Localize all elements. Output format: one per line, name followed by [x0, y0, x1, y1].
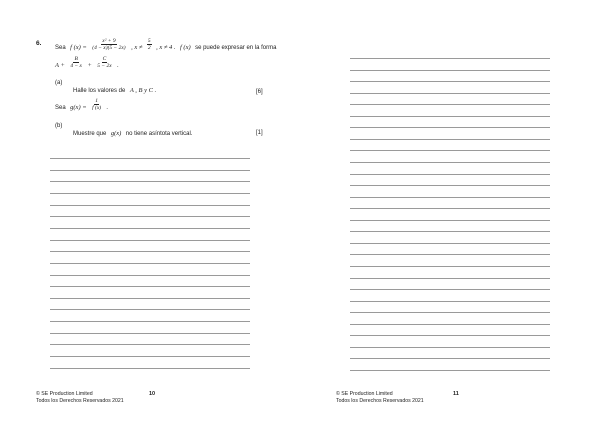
g-fraction: [91, 98, 102, 111]
answer-line[interactable]: [50, 170, 250, 171]
page-number: 11: [453, 391, 459, 397]
answer-line[interactable]: [350, 231, 550, 232]
question-number: 6.: [36, 40, 42, 47]
answer-line[interactable]: [50, 193, 250, 194]
form-b-den: 4 − x: [70, 63, 82, 70]
rights-text: Todos los Derechos Reservados 2021: [336, 398, 424, 404]
part-b-text: [73, 122, 192, 140]
condition-num: 5: [147, 38, 151, 45]
answer-line[interactable]: [50, 251, 250, 252]
answer-line[interactable]: [350, 324, 550, 325]
condition-1: , x ≠: [131, 44, 143, 51]
form-c-den: 5 − 2x: [97, 63, 112, 70]
partial-fraction-form: [55, 54, 119, 72]
answer-line[interactable]: [350, 81, 550, 82]
g-lhs: g(x) =: [70, 104, 87, 111]
f-lhs: f (x) =: [70, 44, 87, 51]
answer-line[interactable]: [50, 309, 250, 310]
f-denominator: (4 − x)(5 − 2x): [92, 45, 126, 52]
answer-line[interactable]: [350, 70, 550, 71]
answer-line[interactable]: [350, 301, 550, 302]
answer-line[interactable]: [350, 208, 550, 209]
f-tail: f (x): [179, 44, 191, 51]
answer-line[interactable]: [50, 333, 250, 334]
form-b-num: B: [74, 56, 78, 63]
part-b-function: g(x): [110, 130, 122, 137]
right-footer: [336, 391, 424, 405]
left-footer: [36, 391, 124, 405]
g-num: 1: [95, 98, 98, 105]
answer-line[interactable]: [50, 275, 250, 276]
answer-line[interactable]: [350, 220, 550, 221]
answer-line[interactable]: [50, 321, 250, 322]
answer-line[interactable]: [350, 197, 550, 198]
answer-line[interactable]: [350, 58, 550, 59]
answer-line[interactable]: [350, 358, 550, 359]
condition-fraction: [147, 38, 152, 51]
condition-den: 2: [147, 45, 151, 52]
answer-line[interactable]: [350, 289, 550, 290]
answer-line[interactable]: [50, 181, 250, 182]
rights-text: Todos los Derechos Reservados 2021: [36, 398, 124, 404]
answer-line[interactable]: [350, 185, 550, 186]
answer-line[interactable]: [50, 228, 250, 229]
part-b-label: (b): [55, 123, 63, 129]
answer-line[interactable]: [50, 298, 250, 299]
form-end: .: [117, 62, 119, 69]
form-plus: +: [87, 62, 92, 69]
g-intro: Sea: [55, 105, 66, 111]
form-a: A +: [55, 62, 65, 69]
answer-line[interactable]: [50, 205, 250, 206]
g-end: .: [106, 104, 109, 111]
answer-line[interactable]: [350, 116, 550, 117]
answer-line[interactable]: [350, 335, 550, 336]
intro-word: Sea: [55, 45, 66, 51]
answer-line[interactable]: [350, 266, 550, 267]
form-c-num: C: [102, 56, 107, 63]
answer-line[interactable]: [350, 104, 550, 105]
answer-line[interactable]: [350, 162, 550, 163]
right-page: [300, 0, 600, 424]
answer-line[interactable]: [350, 278, 550, 279]
answer-line[interactable]: [50, 240, 250, 241]
answer-line[interactable]: [350, 93, 550, 94]
answer-line[interactable]: [350, 174, 550, 175]
form-text: se puede expresar en la forma: [195, 45, 277, 51]
answer-line[interactable]: [350, 347, 550, 348]
page-number: 10: [149, 391, 156, 397]
answer-line[interactable]: [50, 158, 250, 159]
part-a-marks: [6]: [256, 89, 263, 95]
answer-line[interactable]: [350, 370, 550, 371]
part-b-marks: [1]: [256, 130, 263, 136]
condition-2: , x ≠ 4 .: [156, 44, 176, 51]
answer-line[interactable]: [350, 243, 550, 244]
part-a-instruction: Halle los valores de: [73, 88, 126, 94]
f-numerator: x² + 9: [102, 38, 116, 45]
answer-line[interactable]: [50, 368, 250, 369]
part-b-instruction: Muestre que: [73, 131, 107, 137]
form-c-fraction: [96, 56, 112, 69]
part-a-text: [73, 79, 156, 97]
g-definition: [55, 96, 108, 114]
answer-line[interactable]: [50, 356, 250, 357]
g-den: f (x): [92, 105, 102, 112]
f-fraction: [91, 38, 126, 51]
function-definition: [55, 36, 276, 54]
part-a-label: (a): [55, 80, 63, 86]
form-b-fraction: [69, 56, 83, 69]
part-a-variables: A , B y C .: [129, 87, 157, 94]
answer-line[interactable]: [50, 286, 250, 287]
answer-line[interactable]: [50, 263, 250, 264]
answer-line[interactable]: [50, 216, 250, 217]
answer-line[interactable]: [350, 139, 550, 140]
answer-line[interactable]: [350, 150, 550, 151]
copyright-text: © SE Production Limited: [36, 391, 93, 397]
copyright-text: © SE Production Limited: [336, 391, 393, 397]
answer-line[interactable]: [350, 254, 550, 255]
answer-line[interactable]: [350, 312, 550, 313]
part-b-instruction-end: no tiene asíntota vertical.: [125, 131, 193, 137]
answer-line[interactable]: [50, 344, 250, 345]
answer-line[interactable]: [350, 127, 550, 128]
